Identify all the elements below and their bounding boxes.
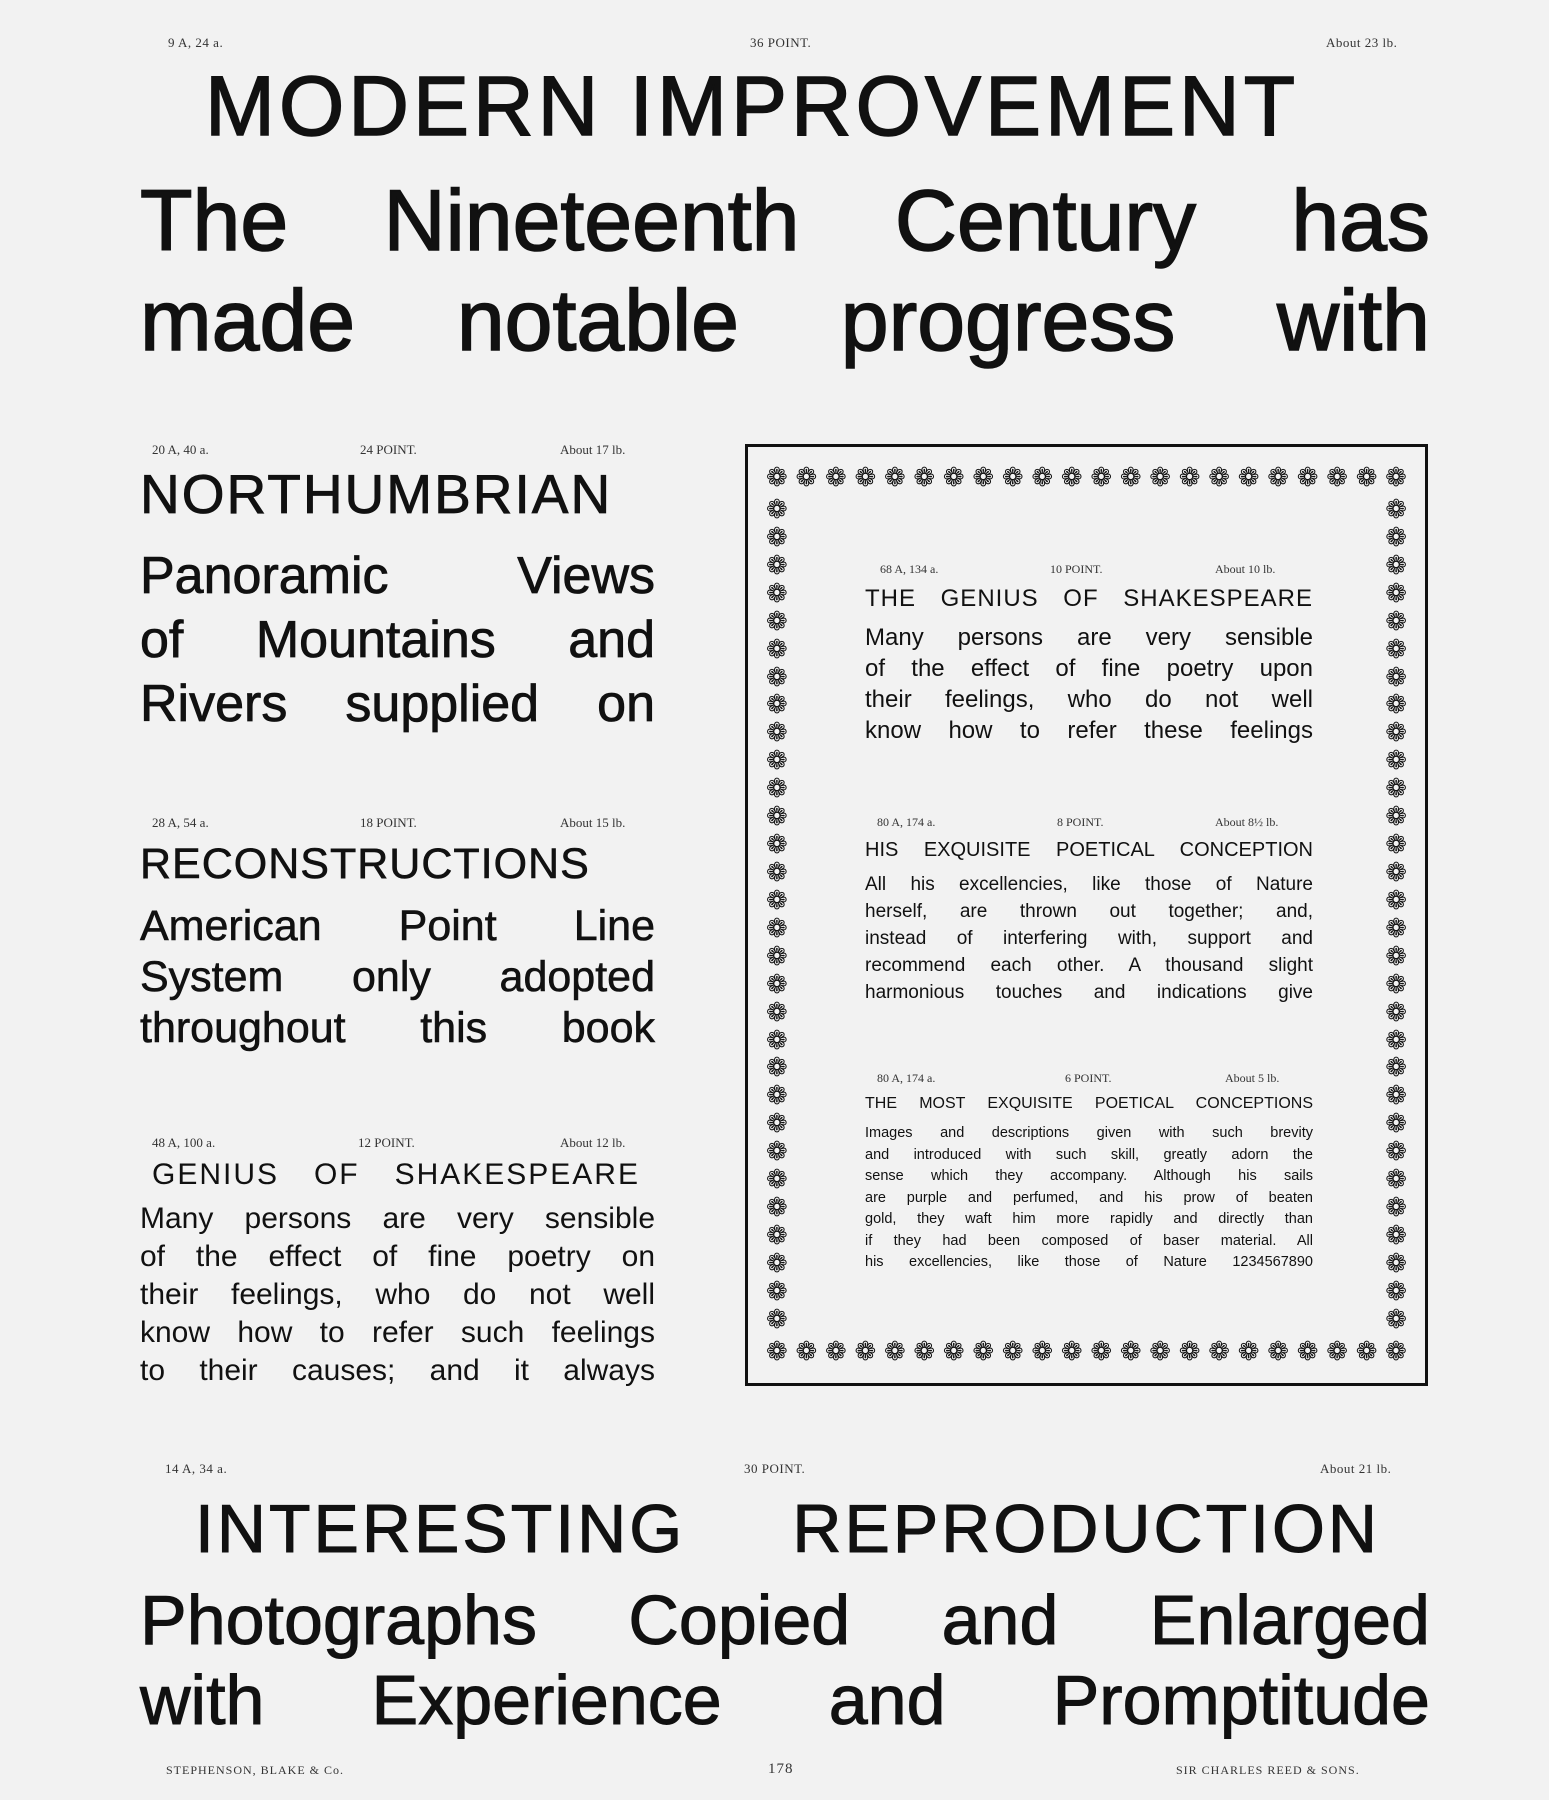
ornament-flower-icon: ❁ <box>1208 463 1231 493</box>
left3-headline: GENIUS OF SHAKESPEARE <box>152 1158 640 1191</box>
ornament-flower-icon: ❁ <box>1385 1248 1407 1279</box>
box3-headline: THE MOST EXQUISITE POETICAL CONCEPTIONS <box>865 1095 1313 1112</box>
ornament-flower-icon: ❁ <box>1385 662 1407 693</box>
ornament-flower-icon: ❁ <box>883 1337 906 1367</box>
box1-line-1: Many persons are very sensible <box>865 624 1313 651</box>
ornament-flower-icon: ❁ <box>1296 463 1319 493</box>
ornament-flower-icon: ❁ <box>1119 1337 1142 1367</box>
ornament-flower-icon: ❁ <box>1385 1193 1407 1224</box>
box3-line-1: Images and descriptions given with such brevity <box>865 1125 1313 1141</box>
ornament-flower-icon: ❁ <box>766 662 788 693</box>
box1-line-4: know how to refer these feelings <box>865 717 1313 744</box>
box2-meta-right: About 8½ lb. <box>1215 815 1279 829</box>
left2-line-3: throughout this book <box>140 1004 655 1052</box>
ornament-border-bottom <box>766 1339 1407 1365</box>
bottom-meta-center: 30 POINT. <box>744 1461 806 1476</box>
bottom-line-2: with Experience and Promptitude <box>140 1661 1430 1739</box>
ornament-border-top <box>766 465 1407 491</box>
ornament-flower-icon: ❁ <box>1385 634 1407 665</box>
ornament-flower-icon: ❁ <box>1326 463 1348 493</box>
ornament-flower-icon: ❁ <box>1326 1337 1348 1367</box>
ornament-flower-icon: ❁ <box>1031 463 1054 493</box>
left3-meta-right: About 12 lb. <box>560 1135 626 1150</box>
ornament-flower-icon: ❁ <box>766 774 788 805</box>
ornament-flower-icon: ❁ <box>766 1337 788 1367</box>
ornament-flower-icon: ❁ <box>766 746 788 777</box>
box3-line-3: sense which they accompany. Although his sails <box>865 1168 1313 1184</box>
box1-meta-right: About 10 lb. <box>1215 562 1276 576</box>
top-headline: MODERN IMPROVEMENT <box>205 59 1300 153</box>
left1-meta-right: About 17 lb. <box>560 442 626 457</box>
box1-line-2: of the effect of fine poetry upon <box>865 655 1313 682</box>
top-meta-center: 36 POINT. <box>750 35 812 50</box>
ornament-flower-icon: ❁ <box>766 1276 788 1307</box>
ornament-flower-icon: ❁ <box>766 885 788 916</box>
left2-line-1: American Point Line <box>140 902 655 950</box>
ornament-flower-icon: ❁ <box>854 1337 877 1367</box>
bottom-headline: INTERESTING REPRODUCTION <box>195 1491 1380 1567</box>
ornament-flower-icon: ❁ <box>1385 857 1407 888</box>
ornament-flower-icon: ❁ <box>766 578 788 609</box>
ornament-flower-icon: ❁ <box>1385 1025 1407 1056</box>
box2-meta <box>865 815 1313 831</box>
ornament-flower-icon: ❁ <box>766 1025 788 1056</box>
ornament-flower-icon: ❁ <box>766 1109 788 1140</box>
ornament-flower-icon: ❁ <box>766 997 788 1028</box>
box3-line-4: are purple and perfumed, and his prow of beaten <box>865 1189 1313 1206</box>
ornament-flower-icon: ❁ <box>1355 463 1378 493</box>
ornament-border-right <box>1385 497 1407 1333</box>
ornament-flower-icon: ❁ <box>766 1165 788 1196</box>
ornament-flower-icon: ❁ <box>766 857 788 888</box>
ornament-flower-icon: ❁ <box>1385 550 1407 581</box>
left2-meta-left: 28 A, 54 a. <box>152 815 209 830</box>
ornament-flower-icon: ❁ <box>1385 997 1407 1028</box>
box1-meta-left: 68 A, 134 a. <box>880 562 939 576</box>
left3-line-2: of the effect of fine poetry on <box>140 1240 655 1273</box>
left1-meta-center: 24 POINT. <box>360 442 417 457</box>
ornament-flower-icon: ❁ <box>1385 1109 1407 1140</box>
ornament-flower-icon: ❁ <box>1119 463 1142 493</box>
ornament-flower-icon: ❁ <box>1267 463 1290 493</box>
left3-line-4: know how to refer such feelings <box>140 1316 655 1349</box>
ornament-flower-icon: ❁ <box>1385 1276 1407 1307</box>
ornament-flower-icon: ❁ <box>1296 1337 1319 1367</box>
ornament-flower-icon: ❁ <box>1060 463 1083 493</box>
ornament-flower-icon: ❁ <box>1385 522 1407 553</box>
ornament-flower-icon: ❁ <box>824 1337 847 1367</box>
ornament-flower-icon: ❁ <box>766 606 788 637</box>
ornament-flower-icon: ❁ <box>1385 495 1407 525</box>
left1-line-3: Rivers supplied on <box>140 675 655 733</box>
ornament-flower-icon: ❁ <box>766 830 788 861</box>
box1-line-3: their feelings, who do not well <box>865 686 1313 713</box>
ornament-flower-icon: ❁ <box>766 969 788 1000</box>
ornament-flower-icon: ❁ <box>766 913 788 944</box>
ornament-flower-icon: ❁ <box>1385 463 1407 493</box>
ornament-flower-icon: ❁ <box>766 463 788 493</box>
ornament-flower-icon: ❁ <box>1385 774 1407 805</box>
ornament-flower-icon: ❁ <box>766 1304 788 1335</box>
bottom-line-1: Photographs Copied and Enlarged <box>140 1581 1430 1659</box>
ornament-flower-icon: ❁ <box>766 1193 788 1224</box>
ornament-flower-icon: ❁ <box>1001 463 1024 493</box>
ornament-flower-icon: ❁ <box>1385 1137 1407 1168</box>
box3-meta <box>865 1071 1313 1087</box>
ornament-flower-icon: ❁ <box>913 463 936 493</box>
left1-headline: NORTHUMBRIAN <box>140 463 613 525</box>
left3-meta-left: 48 A, 100 a. <box>152 1135 216 1150</box>
ornament-flower-icon: ❁ <box>972 463 995 493</box>
ornament-flower-icon: ❁ <box>942 463 965 493</box>
footer-right: SIR CHARLES REED & SONS. <box>1176 1763 1360 1777</box>
ornament-flower-icon: ❁ <box>1385 746 1407 777</box>
ornament-border-left <box>766 497 788 1333</box>
ornament-flower-icon: ❁ <box>913 1337 936 1367</box>
top-meta-right: About 23 lb. <box>1326 35 1398 50</box>
page-number: 178 <box>768 1761 794 1777</box>
ornament-flower-icon: ❁ <box>883 463 906 493</box>
ornament-flower-icon: ❁ <box>766 690 788 721</box>
ornament-flower-icon: ❁ <box>766 1137 788 1168</box>
ornament-flower-icon: ❁ <box>766 1248 788 1279</box>
ornament-flower-icon: ❁ <box>766 802 788 833</box>
ornament-flower-icon: ❁ <box>1178 1337 1201 1367</box>
ornament-flower-icon: ❁ <box>766 522 788 553</box>
ornament-flower-icon: ❁ <box>1237 463 1260 493</box>
box1-meta <box>865 562 1313 578</box>
box-block-8pt <box>865 815 1313 1006</box>
box3-line-6: if they had been composed of baser material. All <box>865 1232 1313 1249</box>
box3-line-5: gold, they waft him more rapidly and directly than <box>865 1211 1313 1227</box>
ornament-flower-icon: ❁ <box>766 941 788 972</box>
ornament-flower-icon: ❁ <box>942 1337 965 1367</box>
ornament-flower-icon: ❁ <box>766 1220 788 1251</box>
ornament-flower-icon: ❁ <box>1355 1337 1378 1367</box>
ornament-flower-icon: ❁ <box>1060 1337 1083 1367</box>
left3-meta-center: 12 POINT. <box>358 1135 415 1150</box>
ornament-flower-icon: ❁ <box>1178 463 1201 493</box>
ornament-flower-icon: ❁ <box>1385 1053 1407 1084</box>
ornament-flower-icon: ❁ <box>1149 463 1172 493</box>
left2-line-2: System only adopted <box>140 953 655 1001</box>
ornamental-frame <box>745 444 1428 1386</box>
box2-line-4: recommend each other. A thousand slight <box>865 955 1313 976</box>
ornament-flower-icon: ❁ <box>1208 1337 1231 1367</box>
ornament-flower-icon: ❁ <box>1385 718 1407 749</box>
ornament-flower-icon: ❁ <box>972 1337 995 1367</box>
ornament-flower-icon: ❁ <box>1090 1337 1113 1367</box>
bottom-meta-left: 14 A, 34 a. <box>165 1461 228 1476</box>
footer-left: STEPHENSON, BLAKE & Co. <box>166 1763 345 1777</box>
ornament-flower-icon: ❁ <box>1031 1337 1054 1367</box>
ornament-flower-icon: ❁ <box>1385 1220 1407 1251</box>
box2-headline: HIS EXQUISITE POETICAL CONCEPTION <box>865 839 1313 861</box>
ornament-flower-icon: ❁ <box>1385 802 1407 833</box>
ornament-flower-icon: ❁ <box>1237 1337 1260 1367</box>
left3-line-1: Many persons are very sensible <box>140 1202 655 1235</box>
top-meta-left: 9 A, 24 a. <box>168 35 224 50</box>
left1-meta-left: 20 A, 40 a. <box>152 442 209 457</box>
ornament-flower-icon: ❁ <box>1267 1337 1290 1367</box>
ornament-flower-icon: ❁ <box>1385 913 1407 944</box>
ornament-flower-icon: ❁ <box>1385 1337 1407 1367</box>
ornament-flower-icon: ❁ <box>795 1337 818 1367</box>
box2-line-2: herself, are thrown out together; and, <box>865 901 1313 922</box>
box3-line-7: his excellencies, like those of Nature 1234567890 <box>865 1254 1313 1270</box>
ornament-flower-icon: ❁ <box>854 463 877 493</box>
left1-line-1: Panoramic Views <box>140 547 655 605</box>
box1-meta-center: 10 POINT. <box>1050 562 1103 576</box>
ornament-flower-icon: ❁ <box>1385 1165 1407 1196</box>
bottom-meta-right: About 21 lb. <box>1320 1461 1392 1476</box>
ornament-flower-icon: ❁ <box>766 634 788 665</box>
left1-line-2: of Mountains and <box>140 611 655 669</box>
box2-line-5: harmonious touches and indications give <box>865 982 1313 1003</box>
box3-meta-left: 80 A, 174 a. <box>877 1071 936 1085</box>
ornament-flower-icon: ❁ <box>1001 1337 1024 1367</box>
box2-line-1: All his excellencies, like those of Nature <box>865 874 1313 895</box>
ornament-flower-icon: ❁ <box>1385 606 1407 637</box>
ornament-flower-icon: ❁ <box>1385 1081 1407 1112</box>
left3-line-3: their feelings, who do not well <box>140 1278 655 1311</box>
box-block-6pt <box>865 1071 1313 1274</box>
box2-meta-center: 8 POINT. <box>1057 815 1104 829</box>
box2-line-3: instead of interfering with, support and <box>865 928 1313 949</box>
ornament-flower-icon: ❁ <box>766 1053 788 1084</box>
ornament-flower-icon: ❁ <box>824 463 847 493</box>
left3-line-5: to their causes; and it always <box>140 1354 655 1387</box>
ornament-flower-icon: ❁ <box>1385 830 1407 861</box>
ornament-flower-icon: ❁ <box>1385 885 1407 916</box>
box-block-10pt <box>865 562 1313 746</box>
top-line-1: The Nineteenth Century has <box>140 173 1430 269</box>
top-line-2: made notable progress with <box>140 273 1430 369</box>
left2-meta-center: 18 POINT. <box>360 815 417 830</box>
left2-headline: RECONSTRUCTIONS <box>140 840 590 888</box>
box3-line-2: and introduced with such skill, greatly adorn the <box>865 1146 1313 1163</box>
ornament-flower-icon: ❁ <box>1385 969 1407 1000</box>
ornament-flower-icon: ❁ <box>1090 463 1113 493</box>
ornament-flower-icon: ❁ <box>766 718 788 749</box>
ornament-flower-icon: ❁ <box>795 463 818 493</box>
box2-meta-left: 80 A, 174 a. <box>877 815 936 829</box>
ornament-flower-icon: ❁ <box>766 495 788 525</box>
box3-meta-center: 6 POINT. <box>1065 1071 1112 1085</box>
box1-headline: THE GENIUS OF SHAKESPEARE <box>865 585 1313 612</box>
ornament-flower-icon: ❁ <box>1385 941 1407 972</box>
ornament-flower-icon: ❁ <box>766 550 788 581</box>
box3-meta-right: About 5 lb. <box>1225 1071 1280 1085</box>
ornament-flower-icon: ❁ <box>1149 1337 1172 1367</box>
ornament-flower-icon: ❁ <box>766 1081 788 1112</box>
ornament-flower-icon: ❁ <box>1385 1304 1407 1335</box>
left2-meta-right: About 15 lb. <box>560 815 626 830</box>
ornament-flower-icon: ❁ <box>1385 578 1407 609</box>
ornament-flower-icon: ❁ <box>1385 690 1407 721</box>
